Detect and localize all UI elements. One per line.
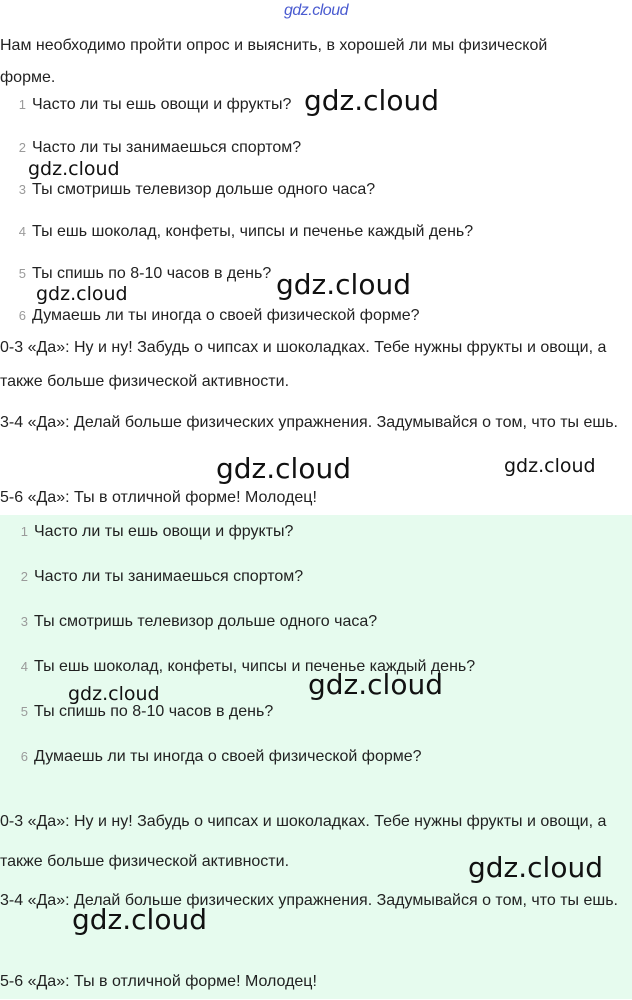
watermark: gdz.cloud (276, 268, 411, 301)
question-number: 2 (20, 569, 28, 584)
watermark: gdz.cloud (304, 84, 439, 117)
question-item (10, 223, 473, 241)
question-number: 6 (18, 308, 26, 323)
question-number: 4 (20, 659, 28, 674)
question-item (10, 265, 271, 283)
question-text: Ты смотришь телевизор дольше одного часа? (32, 181, 376, 198)
watermark: gdz.cloud (72, 903, 207, 936)
result-5-6: 5-6 «Да»: Ты в отличной форме! Молодец! (0, 489, 317, 506)
watermark: gdz.cloud (28, 158, 120, 180)
question-item (10, 96, 291, 114)
question-text: Ты спишь по 8-10 часов в день? (32, 265, 272, 282)
answer-question-item (12, 748, 422, 766)
intro-text: Нам необходимо пройти опрос и выяснить, в хорошей ли мы физической форме. (0, 37, 548, 86)
question-text: Думаешь ли ты иногда о своей физической форме? (34, 748, 422, 765)
question-number: 3 (20, 614, 28, 629)
answer-question-item (12, 613, 377, 631)
question-item (10, 181, 375, 199)
result-0-3: 0-3 «Да»: Ну и ну! Забудь о чипсах и шоколадках. Тебе нужны фрукты и овощи, а также больше физической активности. (0, 339, 607, 390)
watermark: gdz.cloud (216, 452, 351, 485)
question-text: Ты спишь по 8-10 часов в день? (34, 703, 274, 720)
site-logo[interactable]: gdz.cloud (284, 2, 348, 19)
question-number: 5 (18, 266, 26, 281)
question-text: Ты ешь шоколад, конфеты, чипсы и печенье каждый день? (34, 658, 476, 675)
question-number: 2 (18, 140, 26, 155)
watermark: gdz.cloud (504, 455, 596, 477)
result-3-4: 3-4 «Да»: Делай больше физических упражнения. Задумывайся о том, что ты ешь. (0, 414, 618, 431)
question-text: Часто ли ты ешь овощи и фрукты? (32, 96, 292, 113)
watermark: gdz.cloud (468, 851, 603, 884)
question-item (10, 139, 301, 157)
answer-result-3-4: 3-4 «Да»: Делай больше физических упражнения. Задумывайся о том, что ты ешь. (0, 892, 618, 909)
question-text: Часто ли ты занимаешься спортом? (34, 568, 304, 585)
question-text: Ты смотришь телевизор дольше одного часа? (34, 613, 378, 630)
question-number: 3 (18, 182, 26, 197)
answer-question-item (12, 568, 303, 586)
question-number: 4 (18, 224, 26, 239)
question-text: Ты ешь шоколад, конфеты, чипсы и печенье каждый день? (32, 223, 474, 240)
watermark: gdz.cloud (308, 668, 443, 701)
question-number: 1 (18, 97, 26, 112)
answer-question-item (12, 523, 293, 541)
answer-result-5-6: 5-6 «Да»: Ты в отличной форме! Молодец! (0, 973, 317, 990)
watermark: gdz.cloud (36, 283, 128, 305)
answer-result-0-3: 0-3 «Да»: Ну и ну! Забудь о чипсах и шоколадках. Тебе нужны фрукты и овощи, а также больше физической активности. (0, 813, 607, 870)
question-text: Часто ли ты ешь овощи и фрукты? (34, 523, 294, 540)
watermark: gdz.cloud (68, 683, 160, 705)
question-number: 6 (20, 749, 28, 764)
question-text: Часто ли ты занимаешься спортом? (32, 139, 302, 156)
question-number: 1 (20, 524, 28, 539)
answer-question-item (12, 703, 273, 721)
question-text: Думаешь ли ты иногда о своей физической форме? (32, 307, 420, 324)
question-number: 5 (20, 704, 28, 719)
question-item (10, 307, 420, 325)
